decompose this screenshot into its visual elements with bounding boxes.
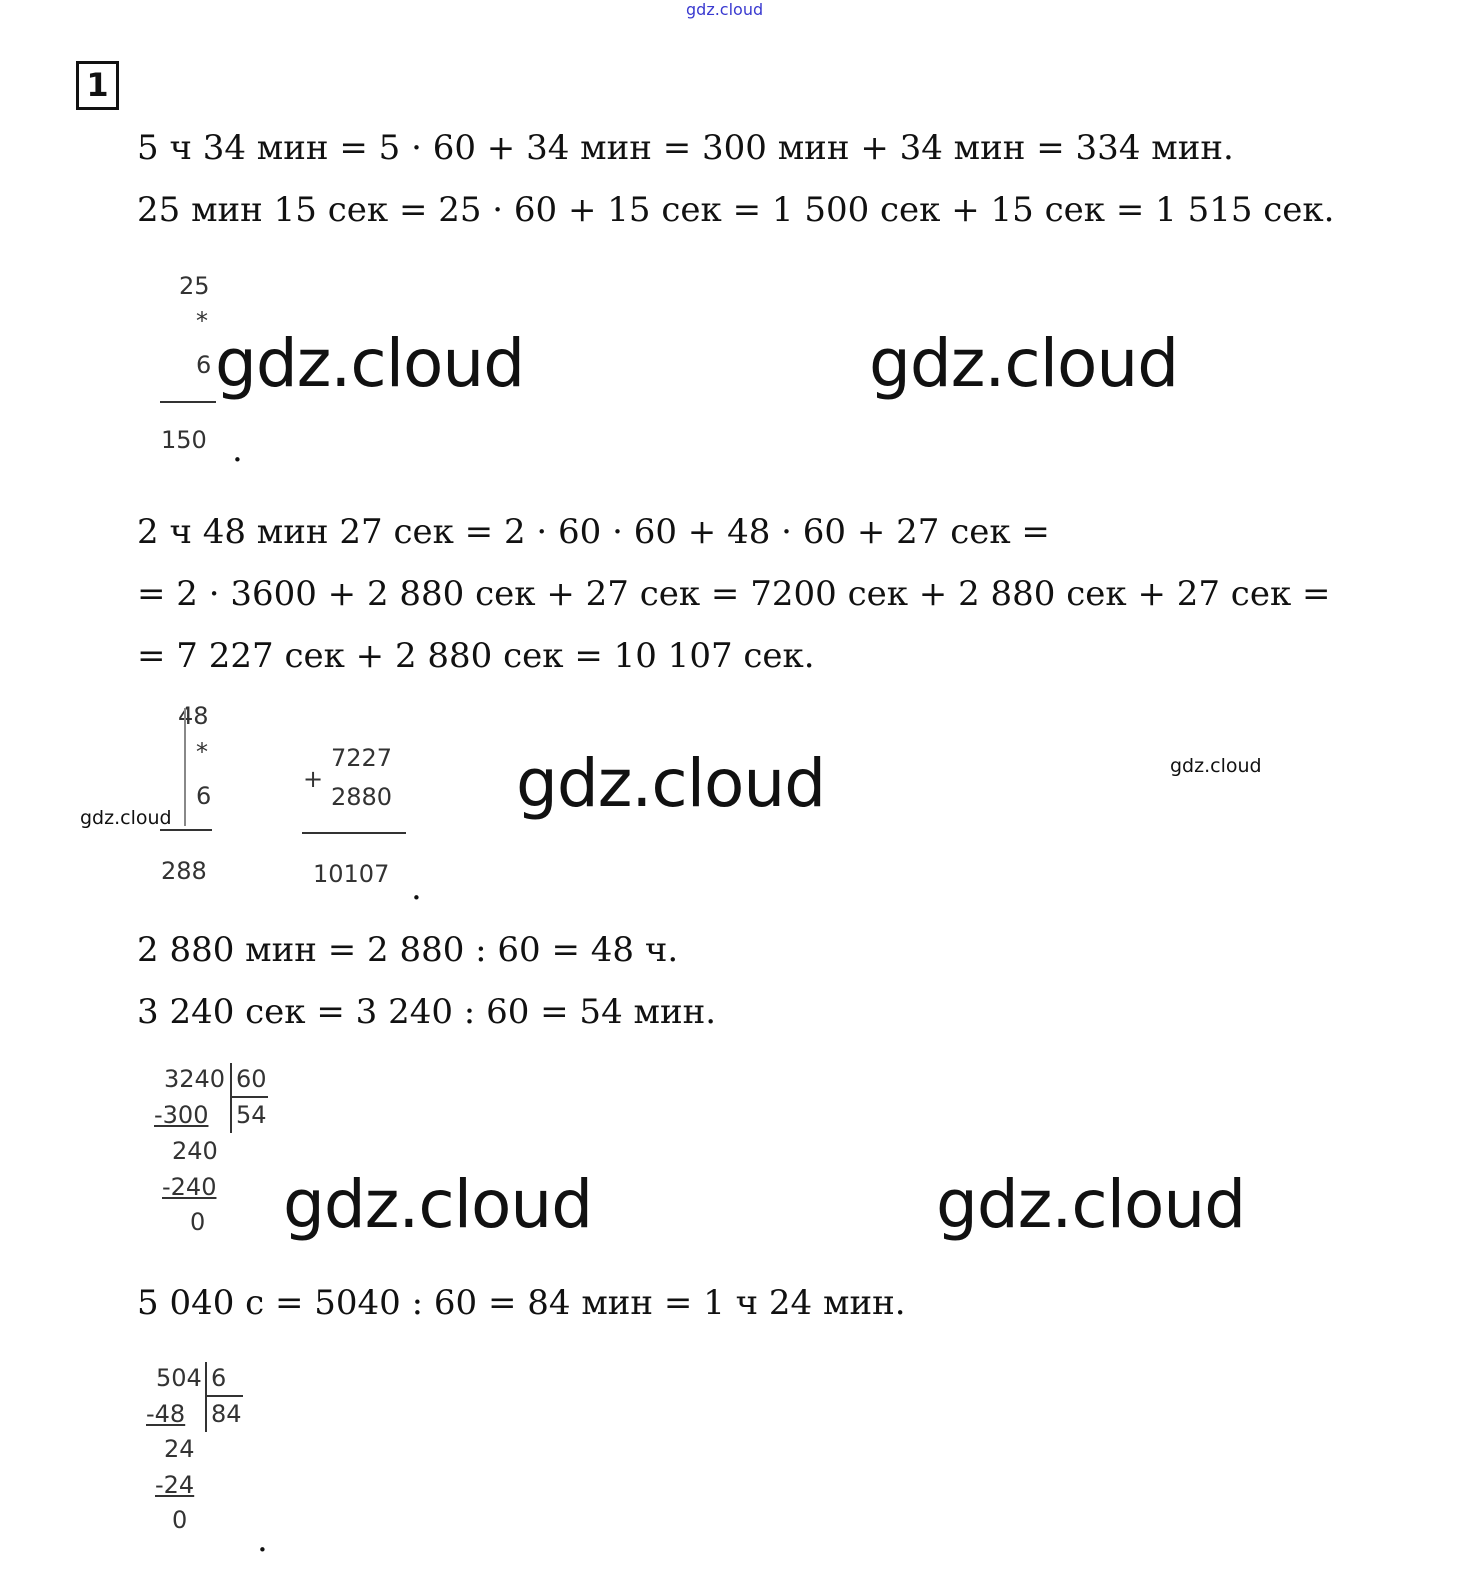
- div1-step-2: 240: [172, 1137, 218, 1165]
- mult2-bottom: 6: [196, 782, 212, 810]
- equation-line-5: = 7 227 сек + 2 880 сек = 10 107 сек.: [137, 636, 815, 676]
- add-period: .: [411, 868, 422, 908]
- div1-step-3: -240: [162, 1173, 217, 1201]
- div1-divisor-rule: [230, 1096, 268, 1098]
- task-number-box: 1: [76, 61, 119, 110]
- mult1-operator: *: [196, 307, 208, 335]
- equation-line-2: 25 мин 15 сек = 25 · 60 + 15 сек = 1 500 сек + 15 сек = 1 515 сек.: [137, 190, 1335, 230]
- add-top: 7227: [331, 744, 393, 772]
- mult2-top: 48: [178, 702, 209, 730]
- div2-period: .: [257, 1520, 268, 1560]
- equation-line-8: 5 040 с = 5040 : 60 = 84 мин = 1 ч 24 мин.: [137, 1283, 906, 1323]
- mult2-rule: [160, 829, 212, 831]
- mult1-bottom: 6: [196, 351, 212, 379]
- div1-quotient: 54: [236, 1101, 267, 1129]
- div2-vertical-bar: [205, 1362, 207, 1432]
- watermark-6: gdz.cloud: [283, 1166, 593, 1243]
- mult1-result: 150: [161, 426, 207, 454]
- add-bottom: 2880: [331, 783, 393, 811]
- watermark-3: gdz.cloud: [80, 807, 172, 829]
- mult1-period: .: [232, 430, 243, 470]
- equation-line-7: 3 240 сек = 3 240 : 60 = 54 мин.: [137, 992, 717, 1032]
- div2-divisor-rule: [205, 1395, 243, 1397]
- equation-line-6: 2 880 мин = 2 880 : 60 = 48 ч.: [137, 930, 679, 970]
- div1-vertical-bar: [230, 1063, 232, 1133]
- div2-step-2: 24: [164, 1435, 195, 1463]
- add-rule: [302, 832, 406, 834]
- mult2-guide-line: [184, 708, 186, 826]
- watermark-7: gdz.cloud: [936, 1166, 1246, 1243]
- div2-step-4: 0: [172, 1506, 188, 1534]
- div2-step-3: -24: [155, 1471, 195, 1499]
- equation-line-1: 5 ч 34 мин = 5 · 60 + 34 мин = 300 мин + 34 мин = 334 мин.: [137, 128, 1234, 168]
- mult2-operator: *: [196, 738, 208, 766]
- mult1-top: 25: [179, 272, 210, 300]
- watermark-5: gdz.cloud: [1170, 755, 1262, 777]
- mult1-rule: [160, 401, 216, 403]
- div1-dividend: 3240: [164, 1065, 226, 1093]
- div2-dividend: 504: [156, 1364, 202, 1392]
- equation-line-3: 2 ч 48 мин 27 сек = 2 · 60 · 60 + 48 · 60 + 27 сек =: [137, 512, 1050, 552]
- div2-step-1: -48: [146, 1400, 186, 1428]
- mult2-result: 288: [161, 857, 207, 885]
- watermark-2: gdz.cloud: [869, 325, 1179, 402]
- div2-quotient: 84: [211, 1400, 242, 1428]
- watermark-1: gdz.cloud: [215, 325, 525, 402]
- add-operator: +: [303, 765, 324, 793]
- div1-divisor: 60: [236, 1065, 267, 1093]
- div1-step-1: -300: [154, 1101, 209, 1129]
- watermark-4: gdz.cloud: [516, 745, 826, 822]
- header-watermark: gdz.cloud: [686, 0, 764, 19]
- add-result: 10107: [313, 860, 390, 888]
- div1-step-4: 0: [190, 1208, 206, 1236]
- equation-line-4: = 2 · 3600 + 2 880 сек + 27 сек = 7200 сек + 2 880 сек + 27 сек =: [137, 574, 1331, 614]
- div2-divisor: 6: [211, 1364, 227, 1392]
